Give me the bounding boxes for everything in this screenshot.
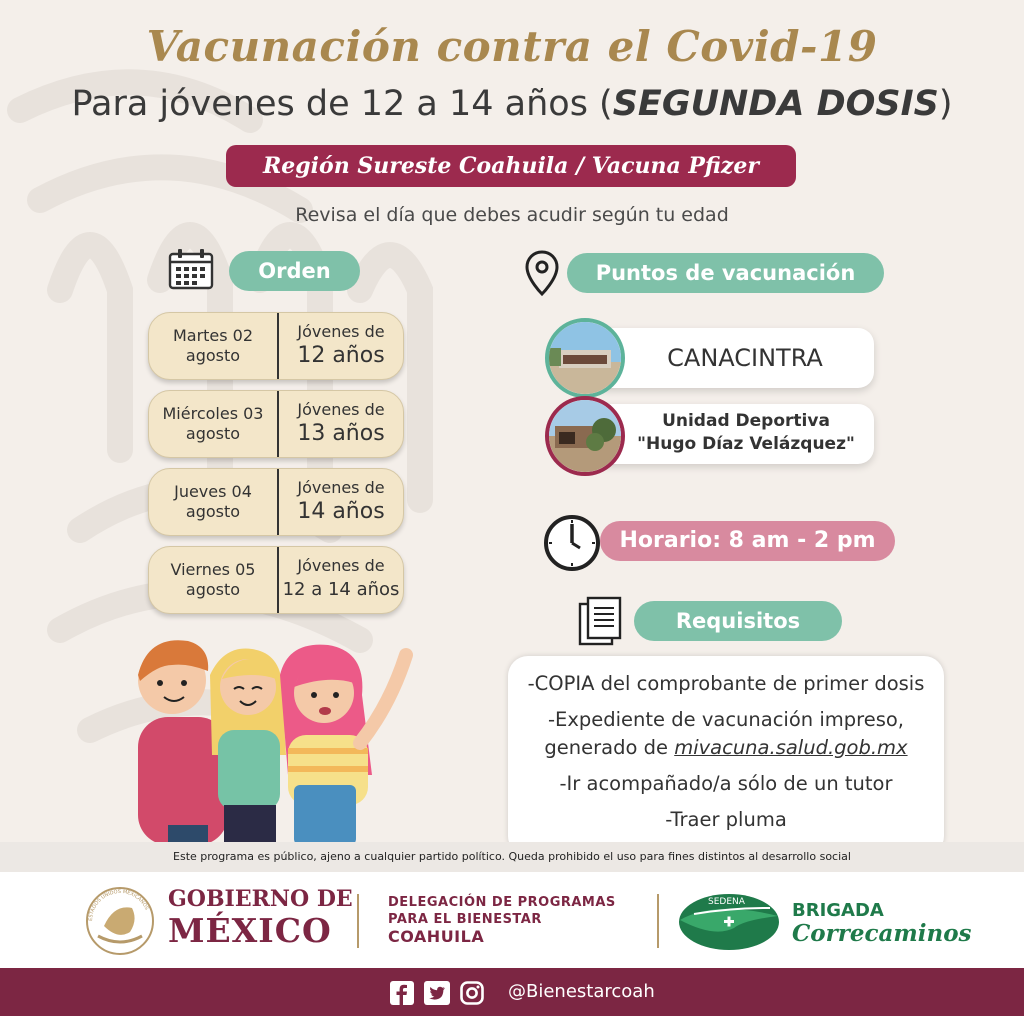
orden-label: Orden — [229, 251, 360, 291]
clock-icon — [542, 512, 602, 572]
footer-divider — [657, 894, 659, 948]
document-icon — [578, 596, 622, 646]
subtitle-main: Para jóvenes de 12 a 14 años ( — [71, 84, 613, 124]
facebook-icon[interactable] — [390, 981, 414, 1005]
place-name: Unidad Deportiva "Hugo Díaz Velázquez" — [637, 411, 855, 454]
canacintra-photo — [545, 318, 625, 398]
social-handle[interactable]: @Bienestarcoah — [508, 981, 655, 1002]
main-title: Vacunación contra el Covid-19 — [146, 22, 878, 71]
unidad-deportiva-photo — [545, 396, 625, 476]
requirement-copy: -COPIA del comprobante de primer dosis — [527, 672, 925, 695]
teens-illustration — [128, 635, 428, 845]
schedule-date: Viernes 05 agosto — [170, 560, 256, 599]
points-label: Puntos de vacunación — [567, 253, 884, 293]
schedule-row — [148, 390, 404, 458]
schedule-row — [148, 468, 404, 536]
schedule-row — [148, 546, 404, 614]
twitter-icon[interactable] — [424, 981, 450, 1005]
requirements-label: Requisitos — [634, 601, 842, 641]
instruction-text: Revisa el día que debes acudir según tu edad — [295, 204, 729, 226]
schedule-age: Jóvenes de 12 años — [297, 322, 385, 368]
calendar-icon — [168, 248, 214, 290]
location-pin-icon — [524, 249, 560, 297]
svg-text:ESTADOS UNIDOS MEXICANOS: ESTADOS UNIDOS MEXICANOS — [87, 888, 150, 922]
correcaminos-bird-logo — [674, 890, 784, 954]
place-card-unidad-deportiva — [590, 404, 874, 464]
footer-divider — [357, 894, 359, 948]
requirement-expediente: -Expediente de vacunación impreso, — [547, 708, 904, 731]
svg-text:SEDENA: SEDENA — [708, 897, 745, 907]
delegacion-text: DELEGACIÓN DE PROGRAMAS PARA EL BIENESTAR COAHUILA — [388, 895, 616, 946]
instagram-icon[interactable] — [460, 981, 484, 1005]
subtitle — [0, 84, 1024, 124]
schedule-date: Jueves 04 agosto — [174, 482, 252, 521]
schedule-age: Jóvenes de 13 años — [297, 400, 385, 446]
schedule-date: Miércoles 03 agosto — [162, 404, 264, 443]
place-card-canacintra — [590, 328, 874, 388]
hours-label: Horario: 8 am - 2 pm — [600, 521, 895, 561]
social-bar — [0, 968, 1024, 1016]
gobierno-mexico-logo: GOBIERNO DE MÉXICO — [168, 886, 353, 950]
footer-logos — [0, 872, 1024, 968]
requirement-generado: generado de mivacuna.salud.gob.mx — [544, 736, 908, 759]
requirement-tutor: -Ir acompañado/a sólo de un tutor — [559, 772, 893, 795]
schedule-age: Jóvenes de 12 a 14 años — [282, 556, 400, 600]
requirement-pluma: -Traer pluma — [665, 808, 787, 831]
subtitle-emphasis: SEGUNDA DOSIS — [612, 84, 939, 124]
subtitle-end: ) — [938, 84, 953, 124]
place-name: CANACINTRA — [667, 344, 823, 372]
schedule-row — [148, 312, 404, 380]
region-banner: Región Sureste Coahuila / Vacuna Pfizer — [226, 145, 796, 187]
brigada-correcaminos-text: BRIGADA Correcaminos — [792, 900, 972, 947]
schedule-date: Martes 02 agosto — [172, 326, 254, 365]
mivacuna-link[interactable]: mivacuna.salud.gob.mx — [674, 736, 908, 759]
schedule-age: Jóvenes de 14 años — [297, 478, 385, 524]
mexico-seal-logo — [84, 886, 156, 956]
disclaimer-bar: Este programa es público, ajeno a cualquier partido político. Queda prohibido el uso para fines distintos al desarrollo social — [0, 842, 1024, 872]
